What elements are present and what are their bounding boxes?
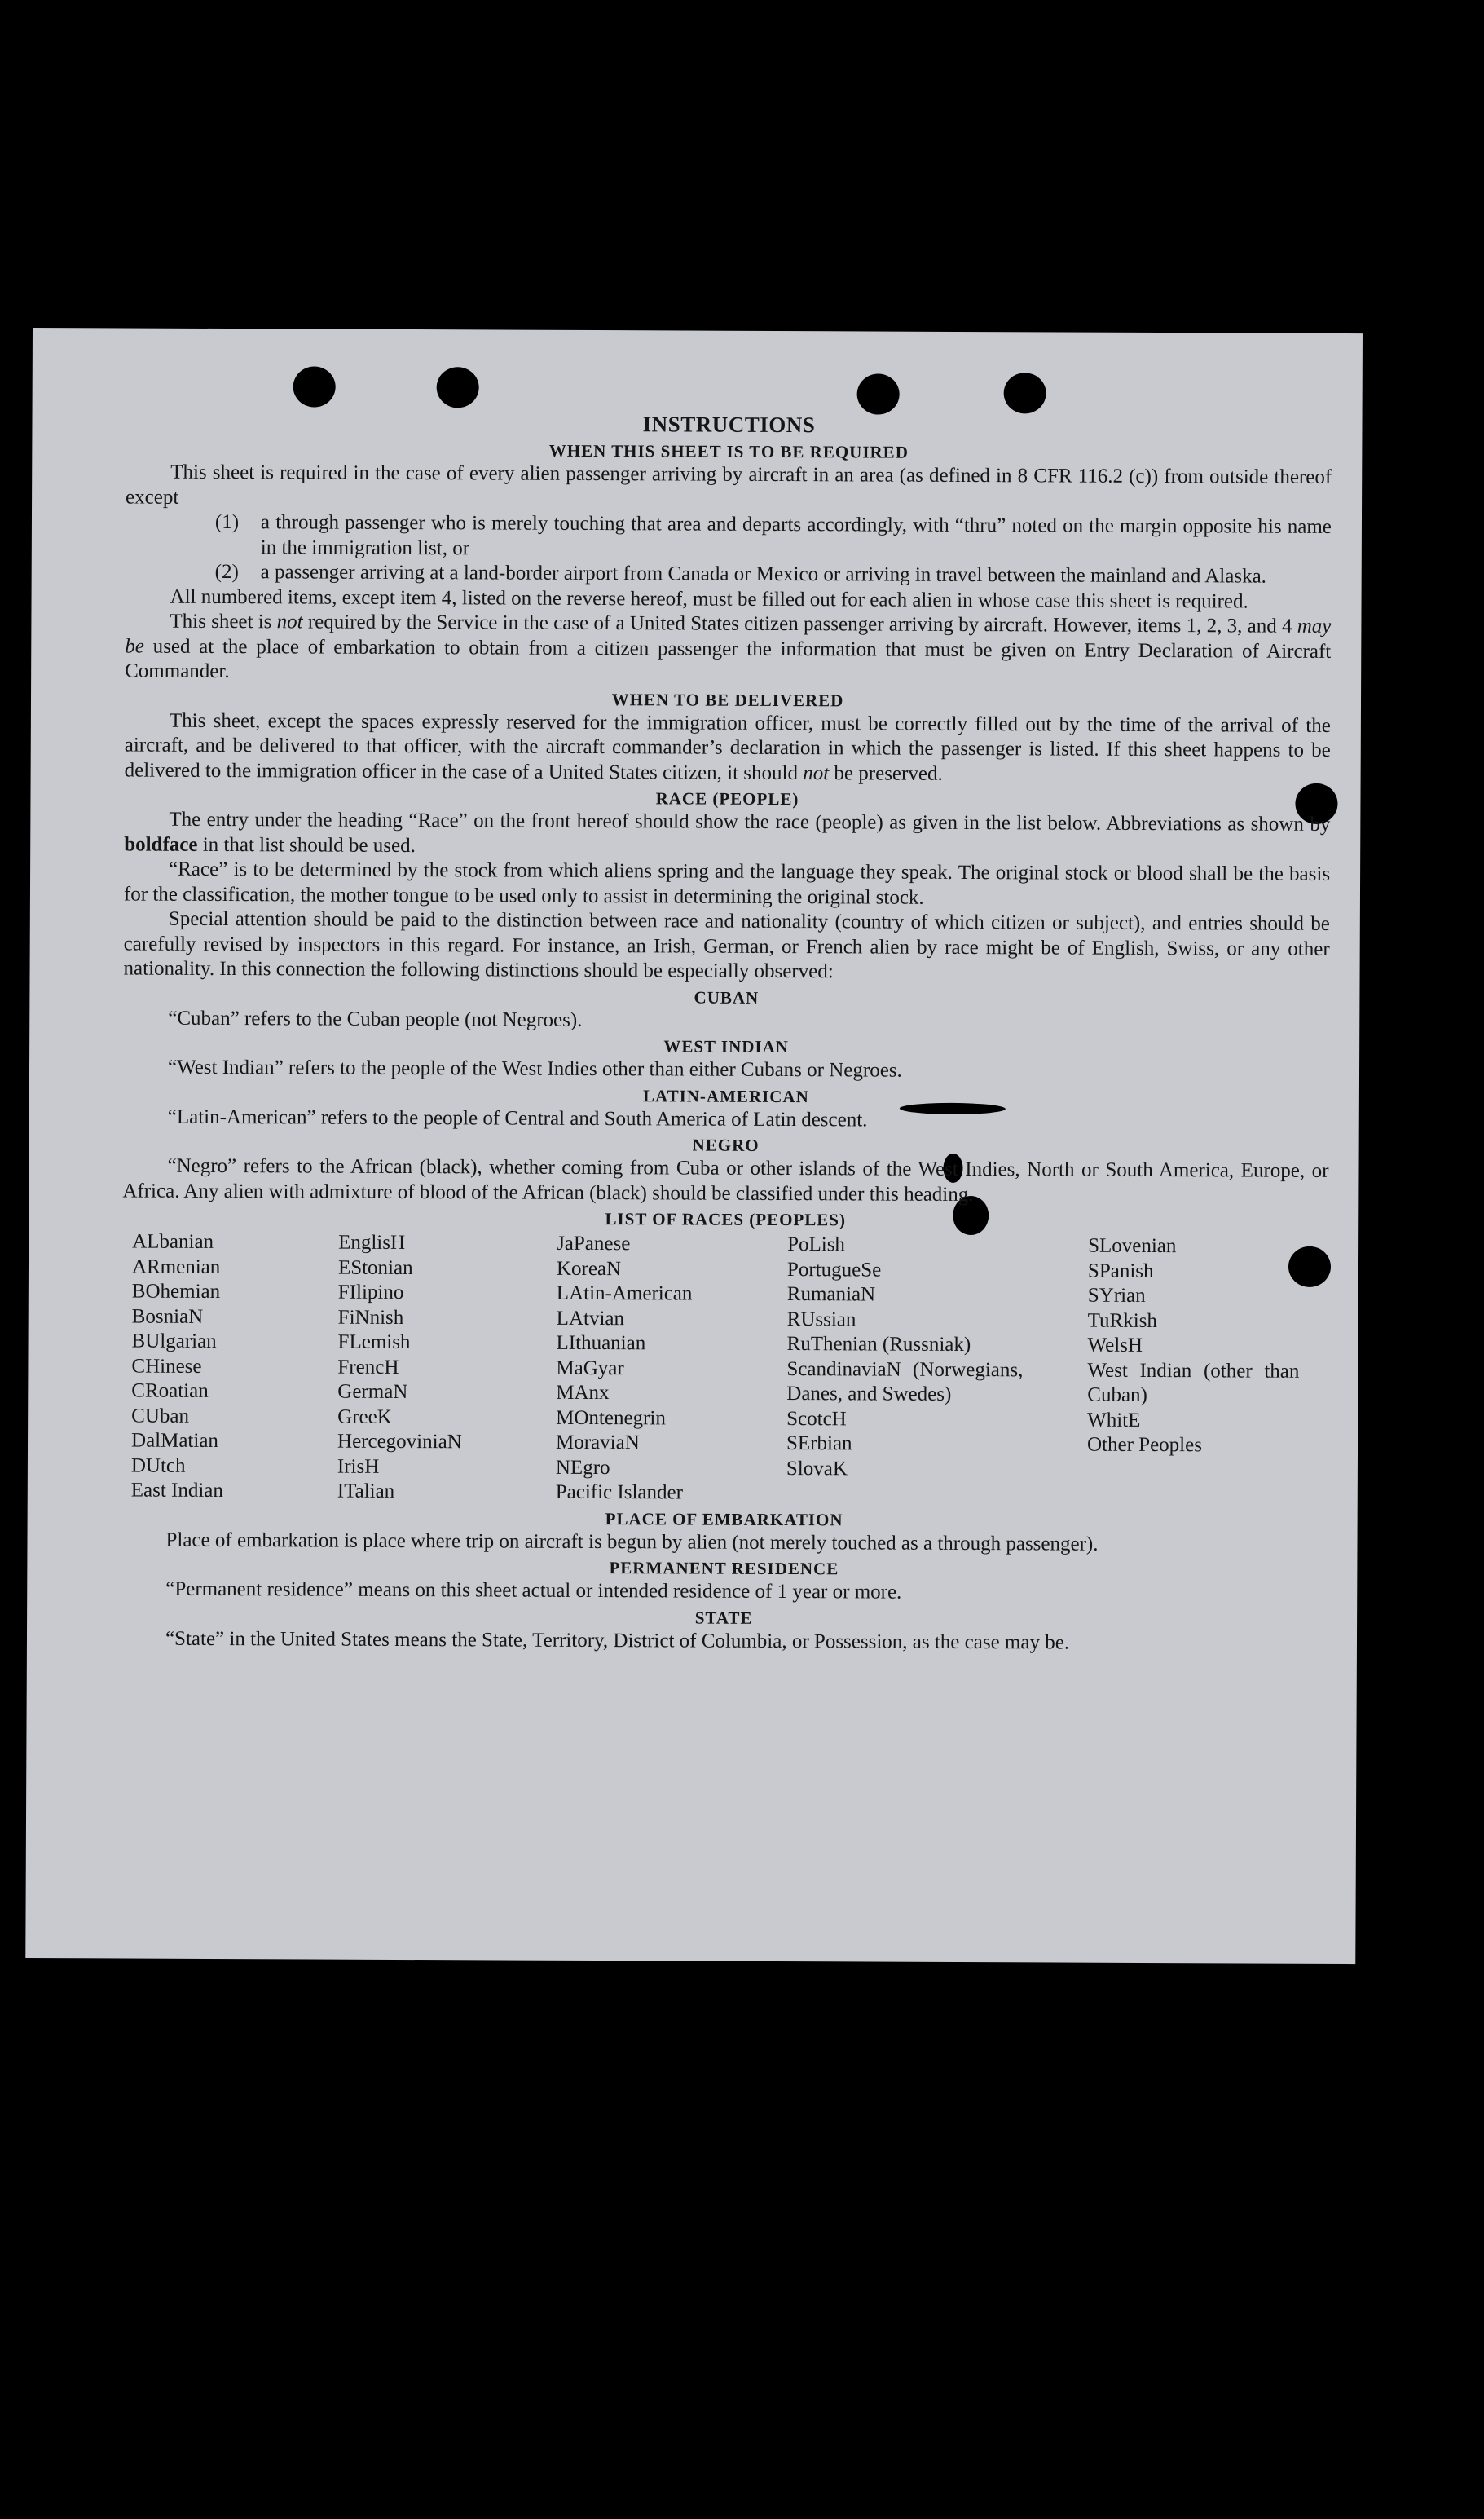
race-entry: FLemish: [337, 1330, 411, 1354]
race-entry: East Indian: [130, 1479, 224, 1502]
race-entry: IrisH: [337, 1455, 380, 1478]
item-text: a passenger arriving at a land-border airport from Canada or Mexico or arriving in travel between the mainland and Alaska.: [260, 561, 1267, 588]
race-entry: BOhemian: [131, 1280, 221, 1304]
race-entry: CRoatian: [131, 1379, 209, 1402]
race-entry: KoreaN: [556, 1257, 622, 1280]
section-heading: WEST INDIAN: [663, 1036, 789, 1057]
paragraph: “Latin-American” refers to the people of Central and South America of Latin descent.: [167, 1105, 868, 1131]
race-entry: DalMatian: [130, 1429, 219, 1453]
paragraph: Special attention should be paid to the distinction between race and nationality (country of which citizen or subject), and entries should be carefully revised by inspectors in this regard. For instance, an Irish, German, or French alien by race might be of English, Swiss, or any other nationality. In this connection the following distinctions should be especially observed:: [123, 907, 1330, 983]
bold-text: boldface: [124, 832, 198, 856]
punch-hole: [293, 366, 336, 407]
section-heading: WHEN THIS SHEET IS TO BE REQUIRED: [548, 440, 909, 462]
paragraph: Place of embarkation is place where trip on aircraft is begun by alien (not merely touched as a through passenger).: [165, 1529, 1099, 1555]
race-entry: RUssian: [786, 1308, 856, 1330]
race-entry: SErbian: [786, 1432, 852, 1455]
paragraph: “Permanent residence” means on this sheet actual or intended residence of 1 year or more.: [165, 1577, 902, 1604]
race-entry: NEgro: [555, 1456, 610, 1479]
paragraph: “State” in the United States means the State, Territory, District of Columbia, or Possession, as the case may be.: [165, 1627, 1070, 1654]
text-run: required by the Service in the case of a United States citizen passenger arriving by aircraft. However, items 1, 2, 3, and 4: [302, 611, 1297, 637]
paragraph: “Negro” refers to the African (black), whether coming from Cuba or other islands of the West Indies, North or South America, Europe, or Africa. Any alien with admixture of blood of the African (black) should be classified under this heading.: [122, 1154, 1329, 1206]
instructions-content: [121, 408, 1332, 1657]
text-run: be preserved.: [829, 761, 943, 785]
text-run: in that list should be used.: [197, 833, 416, 857]
paragraph: [125, 708, 1331, 788]
race-list: [121, 1229, 1328, 1508]
race-entry: PoLish: [787, 1233, 846, 1256]
text-run: This sheet, except the spaces expressly reserved for the immigration officer, must be correctly filled out by the time of the arrival of the aircraft, and be delivered to that officer, with the aircraft commander’s declaration in which the passenger is listed. If this sheet happens to be delivered to the immigration officer in the case of a United States citizen, it should: [124, 709, 1331, 784]
emphasis: not: [803, 761, 830, 784]
paragraph: “Race” is to be determined by the stock from which aliens spring and the language they speak. The original stock or blood shall be the basis for the classification, the mother tongue to be used only to assist in determining the original stock.: [123, 858, 1331, 909]
paragraph: [125, 609, 1331, 689]
race-entry: GermaN: [337, 1380, 408, 1404]
race-entry: PortugueSe: [786, 1258, 882, 1282]
punch-hole: [857, 373, 900, 414]
race-entry: LAtvian: [556, 1307, 625, 1330]
race-entry: FiNnish: [337, 1306, 404, 1329]
race-entry: SlovaK: [786, 1457, 848, 1480]
section-heading: LIST OF RACES (PEOPLES): [605, 1209, 847, 1230]
race-entry: WhitE: [1087, 1409, 1141, 1432]
section-heading: PERMANENT RESIDENCE: [609, 1558, 839, 1579]
race-entry: DUtch: [130, 1454, 186, 1477]
race-entry: MaGyar: [556, 1357, 624, 1379]
race-entry: SPanish: [1087, 1260, 1154, 1282]
section-heading: WHEN TO BE DELIVERED: [611, 689, 844, 710]
emphasis: may be: [125, 615, 1332, 658]
race-entry: SYrian: [1087, 1284, 1146, 1307]
race-column: [556, 1232, 787, 1507]
race-entry: GreeK: [337, 1405, 392, 1428]
race-column: [786, 1233, 1088, 1507]
item-number: (1): [214, 510, 240, 534]
race-entry: ARmenian: [131, 1255, 221, 1278]
list-item: [126, 510, 1332, 564]
item-text: a through passenger who is merely touching that area and departs accordingly, with “thru” noted on the margin opposite his name in the immigration list, or: [260, 511, 1332, 559]
item-number: (2): [214, 560, 239, 584]
race-entry: ScandinaviaN (Norwegians, Danes, and Swedes): [786, 1357, 1024, 1405]
race-entry: TuRkish: [1087, 1309, 1158, 1332]
race-entry: ScotcH: [786, 1407, 847, 1430]
race-entry: MOntenegrin: [556, 1406, 666, 1429]
text-run: The entry under the heading “Race” on the front hereof should show the race (people) as given in the list below. Abbreviations as shown by: [169, 808, 1331, 836]
race-entry: SLovenian: [1088, 1234, 1177, 1258]
emphasis: not: [276, 611, 303, 633]
race-entry: EnglisH: [338, 1231, 406, 1255]
race-entry: BUlgarian: [131, 1330, 217, 1352]
text-run: This sheet is: [170, 610, 277, 633]
race-entry: CUban: [131, 1405, 190, 1427]
section-heading: RACE (PEOPLE): [655, 788, 799, 810]
race-entry: RumaniaN: [786, 1283, 876, 1306]
race-entry: FIlipino: [337, 1281, 404, 1304]
race-entry: MoraviaN: [555, 1431, 640, 1454]
race-column: [121, 1229, 338, 1504]
section-heading: CUBAN: [694, 987, 760, 1008]
punch-hole: [1004, 373, 1046, 413]
section-heading: PLACE OF EMBARKATION: [605, 1508, 843, 1529]
race-entry: MAnx: [556, 1381, 610, 1405]
punch-hole: [437, 367, 479, 408]
text-run: used at the place of embarkation to obtain from a citizen passenger the information that must be given on Entry Declaration of Aircraft Commander.: [125, 635, 1332, 683]
race-entry: CHinese: [131, 1355, 202, 1378]
section-heading: NEGRO: [692, 1135, 760, 1155]
race-entry: BosniaN: [131, 1305, 204, 1328]
race-entry: RuThenian (Russniak): [786, 1333, 971, 1357]
race-entry: ITalian: [337, 1480, 395, 1502]
race-entry: JaPanese: [557, 1232, 631, 1255]
race-entry: HercegoviniaN: [337, 1430, 462, 1454]
race-entry: Other Peoples: [1086, 1433, 1203, 1457]
paragraph: All numbered items, except item 4, listed on the reverse hereof, must be filled out for each alien in whose case this sheet is required.: [170, 585, 1248, 613]
race-entry: WelsH: [1087, 1334, 1143, 1357]
race-column: [1087, 1234, 1324, 1509]
race-entry: Pacific Islander: [555, 1480, 684, 1504]
paragraph: “Cuban” refers to the Cuban people (not Negroes).: [168, 1007, 583, 1031]
race-entry: EStonian: [337, 1256, 413, 1279]
race-entry: ALbanian: [132, 1230, 214, 1253]
race-entry: West Indian (other than Cuban): [1087, 1359, 1300, 1406]
section-heading: STATE: [694, 1608, 753, 1628]
paragraph: [124, 807, 1330, 862]
paragraph: “West Indian” refers to the people of the West Indies other than either Cubans or Negroes.: [167, 1056, 902, 1082]
document-sheet: [25, 328, 1363, 1964]
page-title: INSTRUCTIONS: [642, 412, 816, 438]
race-entry: LIthuanian: [556, 1331, 646, 1355]
race-entry: LAtin-American: [556, 1282, 693, 1305]
race-entry: FrencH: [337, 1356, 399, 1379]
paragraph: This sheet is required in the case of every alien passenger arriving by aircraft in an area (as defined in 8 CFR 116.2 (c)) from outside thereof except: [126, 461, 1332, 509]
section-heading: LATIN-AMERICAN: [642, 1085, 809, 1106]
race-column: [337, 1231, 557, 1506]
